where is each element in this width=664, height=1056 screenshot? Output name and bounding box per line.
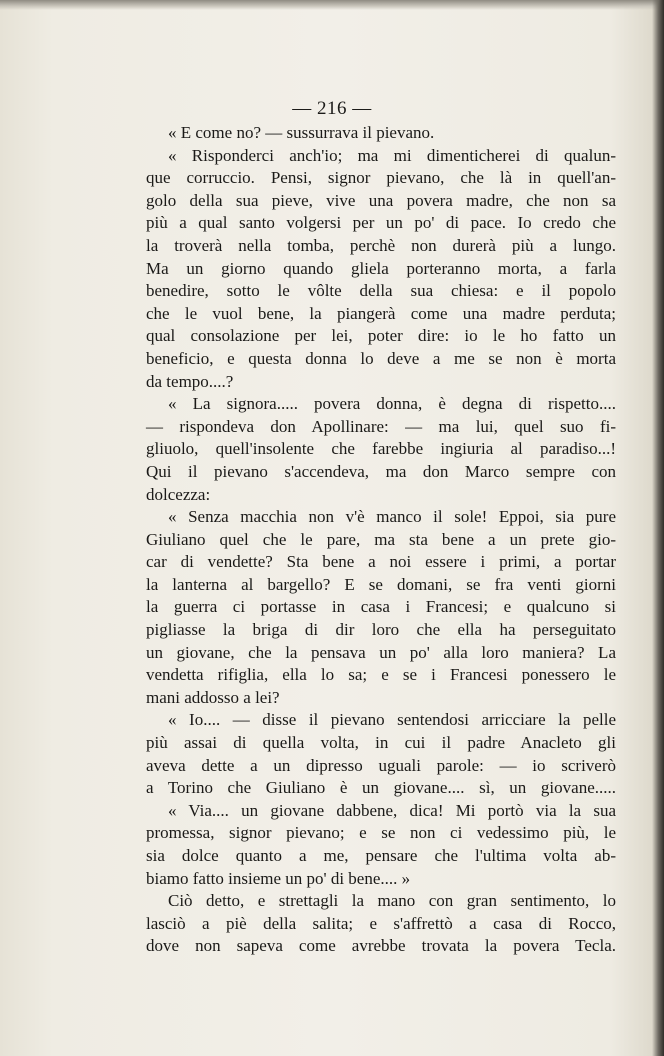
text-line: « Io.... — disse il pievano sentendosi arricciare la pelle <box>168 710 616 730</box>
text-line: « Senza macchia non v'è manco il sole! Eppoi, sia pure <box>168 507 616 527</box>
text-line: Giuliano quel che le pare, ma sta bene a un prete gio- <box>146 529 616 549</box>
text-line: un giovane, che la pensava un po' alla loro maniera? La <box>146 642 616 662</box>
text-line: mani addosso a lei? <box>146 687 280 707</box>
text-line: car di vendette? Sta bene a noi essere i primi, a portar <box>146 552 616 572</box>
text-line: sia dolce quanto a me, pensare che l'ultima volta ab- <box>146 846 616 865</box>
text-line: que corruccio. Pensi, signor pievano, che là in quell'an- <box>146 168 616 188</box>
text-line: biamo fatto insieme un po' di bene.... » <box>146 868 411 888</box>
text-line: « E come no? — sussurrava il pievano. <box>168 123 435 142</box>
text-line: « La signora..... povera donna, è degna di rispetto.... <box>168 394 616 414</box>
text-line: « Via.... un giovane dabbene, dica! Mi portò via la sua <box>168 800 616 820</box>
text-line: dolcezza: <box>146 484 211 504</box>
text-line: benedire, sotto le vôlte della sua chiesa: e il popolo <box>146 281 616 301</box>
text-line: promessa, signor pievano; e se non ci vedessimo più, le <box>146 823 616 843</box>
text-line: la lanterna al bargello? E se domani, se fra venti giorni <box>146 574 616 594</box>
text-line: vendetta rifiglia, ella lo sa; e se i Francesi ponessero le <box>146 665 616 685</box>
text-line: più a qual santo volgersi per un po' di pace. Io credo che <box>146 213 616 233</box>
text-line: Qui il pievano s'accendeva, ma don Marco sempre con <box>146 461 616 481</box>
text-line: Ciò detto, e strettagli la mano con gran sentimento, lo <box>168 891 616 911</box>
body-text <box>146 122 616 958</box>
text-line: beneficio, e questa donna lo deve a me se non è morta <box>146 348 616 368</box>
text-line: la guerra ci portasse in casa i Francesi; e qualcuno si <box>146 597 616 617</box>
text-line: da tempo....? <box>146 371 234 391</box>
text-line: — rispondeva don Apollinare: — ma lui, quel suo fi- <box>146 416 616 436</box>
text-line: « Risponderci anch'io; ma mi dimenticherei di qualun- <box>168 145 616 165</box>
text-line: che le vuol bene, la piangerà come una madre perduta; <box>146 303 616 323</box>
text-line: più assai di quella volta, in cui il padre Anacleto gli <box>146 733 616 753</box>
page-top-shadow <box>0 0 664 10</box>
text-line: la troverà nella tomba, perchè non durerà più a lungo. <box>146 235 616 255</box>
text-line: aveva dette a un dipresso uguali parole: — io scriverò <box>146 755 616 775</box>
text-line: lasciò a piè della salita; e s'affrettò a casa di Rocco, <box>146 913 616 933</box>
text-line: dove non sapeva come avrebbe trovata la povera Tecla. <box>146 936 616 956</box>
text-line: gliuolo, quell'insolente che farebbe ingiuria al paradiso...! <box>146 439 616 459</box>
page-binding-shadow <box>652 0 664 1056</box>
text-line: qual consolazione per lei, poter dire: io le ho fatto un <box>146 326 616 346</box>
text-line: Ma un giorno quando gliela porteranno morta, a farla <box>146 258 616 278</box>
page-number: — 216 — <box>292 98 372 119</box>
text-line: pigliasse la briga di dir loro che ella ha perseguitato <box>146 620 616 640</box>
text-line: golo della sua pieve, vive una povera madre, che non sa <box>146 190 616 210</box>
text-line: a Torino che Giuliano è un giovane.... sì, un giovane..... <box>146 778 616 798</box>
